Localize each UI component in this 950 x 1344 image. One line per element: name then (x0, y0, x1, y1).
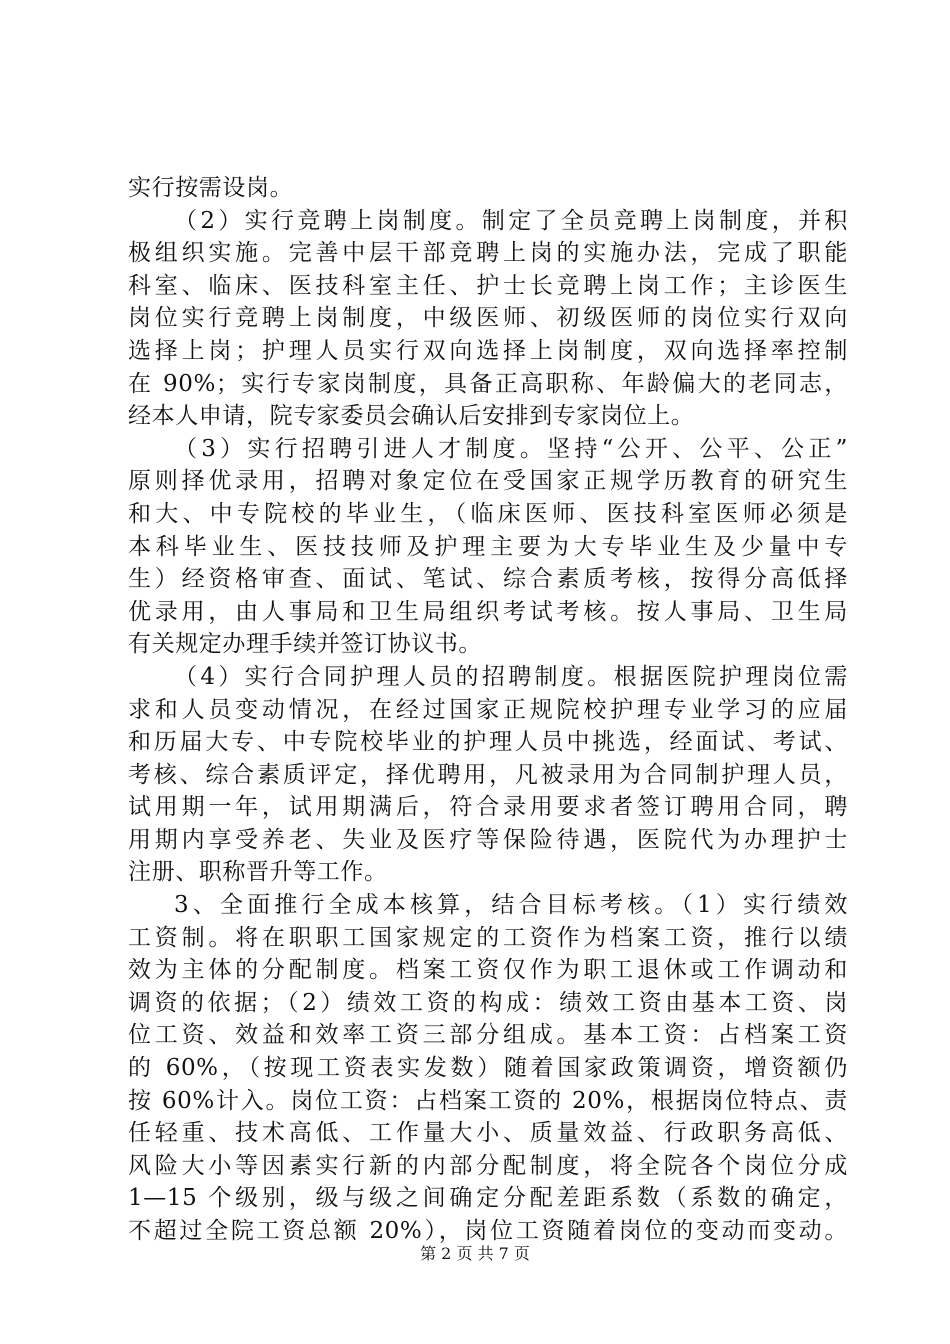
text-line: 原则择优录用，招聘对象定位在受国家正规学历教育的研究生 (128, 468, 848, 495)
text-line: 求和人员变动情况，在经过国家正规院校护理专业学习的应届 (128, 696, 848, 723)
text-line: （4）实行合同护理人员的招聘制度。根据医院护理岗位需 (174, 663, 848, 690)
text-line: 试用期一年，试用期满后，符合录用要求者签订聘用合同，聘 (128, 794, 848, 821)
text-line: 优录用，由人事局和卫生局组织考试考核。按人事局、卫生局 (128, 598, 848, 625)
text-line: 1—15 个级别，级与级之间确定分配差距系数（系数的确定， (128, 1185, 848, 1212)
text-line: 经本人申请，院专家委员会确认后安排到专家岗位上。 (128, 403, 695, 430)
text-line: 用期内享受养老、失业及医疗等保险待遇，医院代为办理护士 (128, 826, 848, 853)
document-body (128, 172, 848, 1248)
text-line: 在 90%；实行专家岗制度，具备正高职称、年龄偏大的老同志， (128, 370, 848, 397)
text-line: 实行按需设岗。 (128, 175, 294, 201)
page-footer: 第 2 页 共 7 页 (420, 1244, 530, 1263)
text-line: 极组织实施。完善中层干部竞聘上岗的实施办法，完成了职能 (128, 240, 848, 267)
text-line: 不超过全院工资总额 20%），岗位工资随着岗位的变动而变动。 (128, 1218, 848, 1244)
text-line: 和大、中专院校的毕业生，（临床医师、医技科室医师必须是 (128, 500, 848, 527)
text-line: 风险大小等因素实行新的内部分配制度，将全院各个岗位分成 (128, 1152, 848, 1179)
text-line: 岗位实行竞聘上岗制度，中级医师、初级医师的岗位实行双向 (128, 305, 848, 332)
text-line: 和历届大专、中专院校毕业的护理人员中挑选，经面试、考试、 (128, 729, 848, 756)
text-line: 本科毕业生、医技技师及护理主要为大专毕业生及少量中专 (128, 533, 848, 560)
text-line: 的 60%，（按现工资表实发数）随着国家政策调资，增资额仍 (128, 1055, 848, 1082)
text-line: 调资的依据；（2）绩效工资的构成：绩效工资由基本工资、岗 (128, 989, 848, 1016)
text-line: （3）实行招聘引进人才制度。坚持“公开、公平、公正” (174, 435, 848, 462)
text-line: 工资制。将在职职工国家规定的工资作为档案工资，推行以绩 (128, 924, 848, 951)
text-line: 生）经资格审查、面试、笔试、综合素质考核，按得分高低择 (128, 566, 848, 593)
text-line: （2）实行竞聘上岗制度。制定了全员竞聘上岗制度，并积 (174, 207, 848, 234)
text-line: 任轻重、技术高低、工作量大小、质量效益、行政职务高低、 (128, 1120, 848, 1147)
text-line: 位工资、效益和效率工资三部分组成。基本工资：占档案工资 (128, 1022, 848, 1049)
text-line: 有关规定办理手续并签订协议书。 (128, 631, 482, 658)
text-line: 选择上岗；护理人员实行双向选择上岗制度，双向选择率控制 (128, 337, 848, 364)
text-line: 3、全面推行全成本核算，结合目标考核。（1）实行绩效 (174, 892, 848, 919)
text-line: 效为主体的分配制度。档案工资仅作为职工退休或工作调动和 (128, 957, 848, 984)
text-line: 科室、临床、医技科室主任、护士长竞聘上岗工作；主诊医生 (128, 272, 848, 299)
text-line: 注册、职称晋升等工作。 (128, 859, 388, 886)
text-line: 考核、综合素质评定，择优聘用，凡被录用为合同制护理人员， (128, 761, 848, 788)
text-line: 按 60%计入。岗位工资：占档案工资的 20%，根据岗位特点、责 (128, 1087, 848, 1114)
